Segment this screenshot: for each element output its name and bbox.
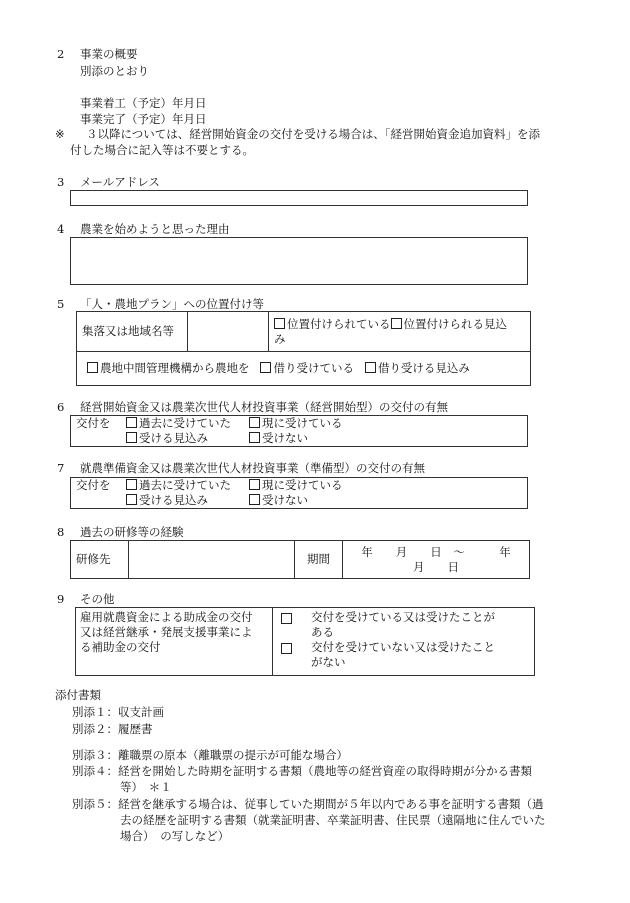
section-4-number: 4 bbox=[57, 222, 65, 236]
s6-current-label: 現に受けている bbox=[262, 416, 343, 430]
note-line-1: ３以降については、経営開始資金の交付を受ける場合は、「経営開始資金追加資料」を添 bbox=[86, 127, 541, 141]
expected-leasing-checkbox[interactable] bbox=[365, 362, 376, 373]
s7-past-checkbox[interactable] bbox=[126, 479, 137, 490]
other-options-cell bbox=[273, 608, 535, 676]
received-label-2: ある bbox=[311, 625, 334, 639]
section-6-number: 6 bbox=[57, 400, 65, 414]
plan-status-cell bbox=[269, 312, 531, 352]
section-5-number: 5 bbox=[57, 297, 65, 311]
received-label-1: 交付を受けている又は受けたことが bbox=[311, 610, 495, 624]
attachments-title: 添付書類 bbox=[55, 688, 101, 702]
land-lease-cell bbox=[77, 352, 531, 386]
reason-field[interactable] bbox=[70, 237, 528, 285]
email-field[interactable] bbox=[70, 190, 528, 206]
section-7-title: 就農準備資金又は農業次世代人材投資事業（準備型）の交付の有無 bbox=[80, 461, 425, 475]
attachment-3: 別添３：離職票の原本（離職票の提示が可能な場合） bbox=[72, 748, 348, 762]
attachment-1: 別添１：収支計画 bbox=[72, 705, 164, 719]
section-8-number: 8 bbox=[57, 525, 65, 539]
not-received-label-1: 交付を受けていない又は受けたこと bbox=[311, 640, 495, 654]
s7-current-label: 現に受けている bbox=[262, 478, 343, 492]
section-3-title: メールアドレス bbox=[80, 175, 160, 189]
s7-past-label: 過去に受けていた bbox=[139, 478, 231, 492]
s6-past-checkbox[interactable] bbox=[126, 417, 137, 428]
leasing-checkbox[interactable] bbox=[260, 362, 271, 373]
land-lease-checkbox[interactable] bbox=[87, 362, 98, 373]
s7-expected-label: 受ける見込み bbox=[139, 493, 208, 507]
period-line-2: 月 日 bbox=[413, 559, 459, 574]
section-6-title: 経営開始資金又は農業次世代人材投資事業（経営開始型）の交付の有無 bbox=[80, 400, 448, 414]
attachment-5-line-1: 別添５：経営を継承する場合は、従事していた期間が５年以内である事を証明する書類（過 bbox=[72, 797, 544, 811]
received-checkbox[interactable] bbox=[281, 613, 292, 624]
project-end-date: 事業完了（予定）年月日 bbox=[80, 112, 207, 126]
training-table bbox=[70, 540, 530, 579]
not-received-checkbox[interactable] bbox=[281, 643, 292, 654]
expected-positioned-label-cont: み bbox=[274, 331, 286, 346]
s7-expected-checkbox[interactable] bbox=[126, 494, 137, 505]
attachment-5-line-3: 場合） の写しなど） bbox=[120, 829, 230, 843]
s7-none-label: 受けない bbox=[262, 493, 308, 507]
attachment-2: 別添２：履歴書 bbox=[72, 722, 153, 736]
period-line-1: 年 月 日 ～ 年 bbox=[361, 544, 511, 559]
section-6-lead: 交付を bbox=[76, 416, 111, 430]
note-line-2: 付した場合に記入等は不要とする。 bbox=[70, 143, 254, 157]
section-4-title: 農業を始めようと思った理由 bbox=[80, 222, 230, 236]
note-mark: ※ bbox=[55, 127, 65, 141]
section-8-title: 過去の研修等の経験 bbox=[80, 525, 184, 539]
section-7-box bbox=[70, 477, 528, 509]
section-5-title: 「人・農地プラン」への位置付け等 bbox=[80, 297, 264, 311]
section-6-box bbox=[70, 415, 528, 447]
area-value-cell[interactable] bbox=[188, 312, 269, 352]
plan-table bbox=[76, 311, 531, 386]
other-table bbox=[75, 607, 535, 676]
training-period-value[interactable] bbox=[343, 541, 530, 579]
section-9-number: 9 bbox=[57, 592, 65, 606]
training-place-label: 研修先 bbox=[71, 541, 129, 579]
training-place-value[interactable] bbox=[129, 541, 295, 579]
section-2-number: 2 bbox=[57, 47, 65, 61]
section-9-title: その他 bbox=[80, 592, 115, 606]
positioned-checkbox[interactable] bbox=[274, 318, 285, 329]
s6-past-label: 過去に受けていた bbox=[139, 416, 231, 430]
expected-positioned-label: 位置付けられる見込 bbox=[403, 316, 507, 331]
not-received-label-2: がない bbox=[311, 655, 346, 669]
expected-positioned-checkbox[interactable] bbox=[391, 318, 402, 329]
leasing-label: 借り受けている bbox=[273, 361, 354, 375]
section-7-number: 7 bbox=[57, 461, 65, 475]
other-label-cell: 雇用就農資金による助成金の交付 又は経営継承・発展支援事業によ る補助金の交付 bbox=[76, 608, 273, 676]
section-2-title: 事業の概要 bbox=[80, 47, 138, 61]
s7-current-checkbox[interactable] bbox=[249, 479, 260, 490]
area-label-cell: 集落又は地域名等 bbox=[77, 312, 188, 352]
project-start-date: 事業着工（予定）年月日 bbox=[80, 96, 207, 110]
s6-none-checkbox[interactable] bbox=[249, 432, 260, 443]
attachment-4-line-1: 別添４：経営を開始した時期を証明する書類（農地等の経営資産の取得時期が分かる書類 bbox=[72, 764, 532, 778]
attachment-5-line-2: 去の経歴を証明する書類（就業証明書、卒業証明書、住民票（遠隔地に住んでいた bbox=[120, 813, 546, 827]
s6-expected-checkbox[interactable] bbox=[126, 432, 137, 443]
s6-current-checkbox[interactable] bbox=[249, 417, 260, 428]
s6-expected-label: 受ける見込み bbox=[139, 431, 208, 445]
section-7-lead: 交付を bbox=[76, 478, 111, 492]
s6-none-label: 受けない bbox=[262, 431, 308, 445]
positioned-label: 位置付けられている bbox=[287, 316, 391, 331]
s7-none-checkbox[interactable] bbox=[249, 494, 260, 505]
land-lease-label: 農地中間管理機構から農地を bbox=[100, 361, 250, 375]
section-2-subtext: 別添のとおり bbox=[80, 64, 149, 78]
training-period-label: 期間 bbox=[295, 541, 343, 579]
section-3-number: 3 bbox=[57, 175, 65, 189]
attachment-4-line-2: 等） ＊１ bbox=[120, 780, 172, 794]
expected-leasing-label: 借り受ける見込み bbox=[377, 361, 470, 375]
